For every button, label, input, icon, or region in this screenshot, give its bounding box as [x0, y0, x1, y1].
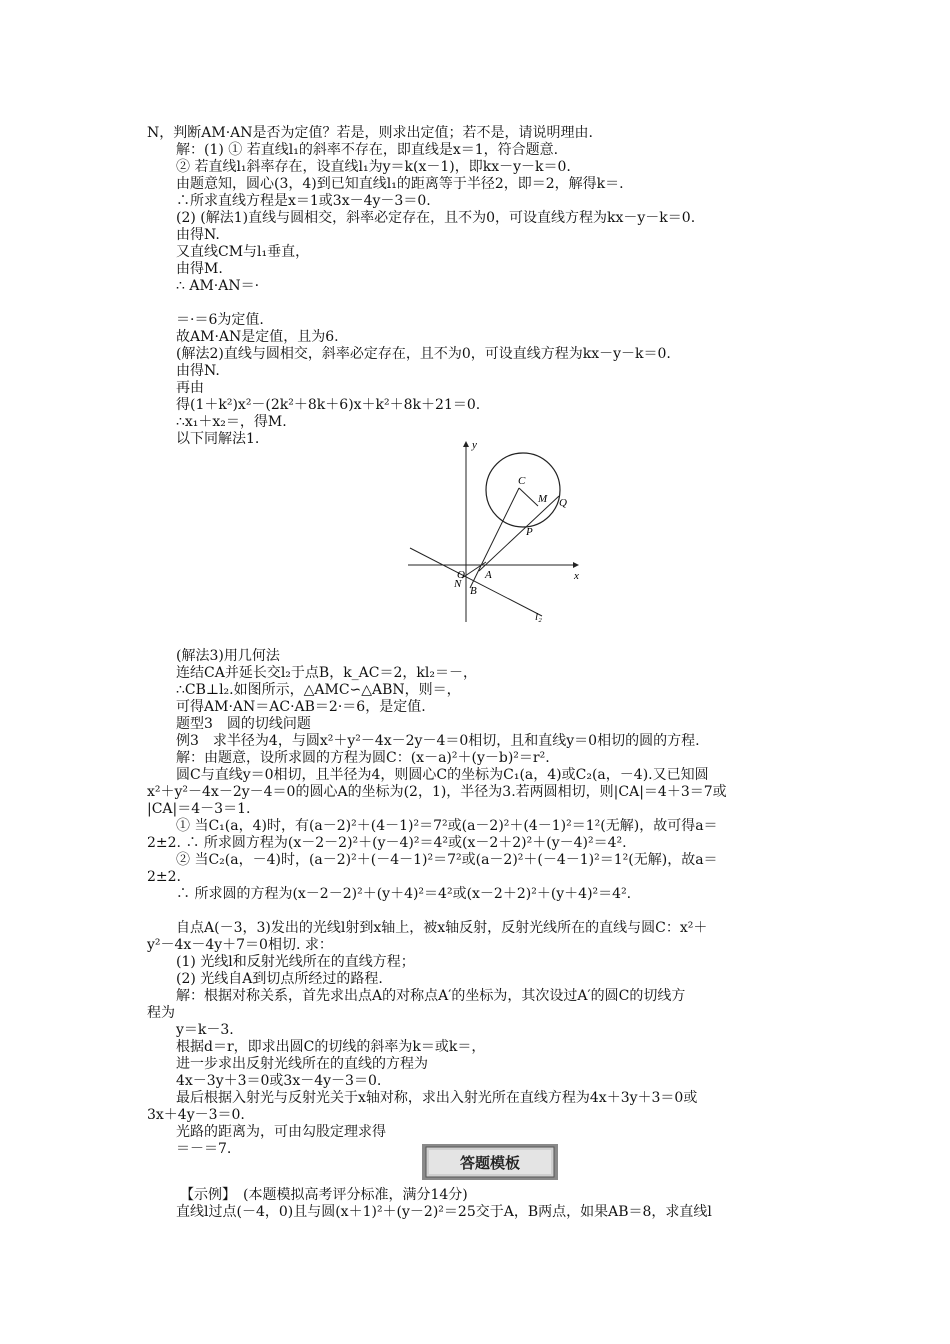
banner-title: 答题模板 [459, 1154, 521, 1172]
text-line: y＝k－3. [176, 1022, 234, 1038]
figure-label-o: O [457, 569, 465, 581]
text-line: 程为 [147, 1005, 175, 1021]
text-line: 故AM·AN是定值，且为6. [176, 329, 339, 345]
text-line: 解：(1) ① 若直线l₁的斜率不存在，即直线是x＝1，符合题意. [176, 142, 559, 158]
text-line: ∴所求直线方程是x＝1或3x－4y－3＝0. [176, 193, 431, 209]
text-line: 解：由题意，设所求圆的方程为圆C：(x－a)²＋(y－b)²＝r². [176, 750, 550, 766]
text-line: ① 当C₁(a，4)时，有(a－2)²＋(4－1)²＝7²或(a－2)²＋(4－1)²＝1²(无解)，故可得a＝ [176, 818, 718, 834]
figure-label-c: C [518, 475, 526, 487]
text-line: 又直线CM与l₁垂直， [176, 244, 310, 260]
text-line: 根据d＝r，即求出圆C的切线的斜率为k＝或k＝， [176, 1039, 486, 1055]
text-line: x²＋y²－4x－2y－4＝0的圆心A的坐标为(2，1)，半径为3.若两圆相切，则|CA|＝4＋3＝7或 [147, 784, 727, 800]
text-line: 光路的距离为，可由勾股定理求得 [176, 1124, 386, 1140]
text-line: ∴ AM·AN＝· [176, 278, 260, 294]
text-line: (1) 光线l和反射光线所在的直线方程； [176, 954, 415, 970]
text-line: 2±2. ∴ 所求圆方程为(x－2－2)²＋(y－4)²＝4²或(x－2＋2)²＋(y－4)²＝4². [147, 835, 627, 851]
text-line: ＝·＝6为定值. [176, 312, 264, 328]
text-line: (2) (解法1)直线与圆相交，斜率必定存在，且不为0，可设直线方程为kx－y－k＝0. [176, 210, 696, 226]
text-line: ∴x₁＋x₂＝，得M. [176, 414, 287, 430]
text-line: 2±2. [147, 869, 181, 885]
line-cm [519, 488, 538, 506]
figure-label-p: P [526, 526, 533, 538]
text-line: 以下同解法1. [176, 431, 260, 447]
text-line: 由得M. [176, 261, 223, 277]
line-cb [470, 488, 519, 588]
text-line: 解：根据对称关系，首先求出点A的对称点A′的坐标为，其次设过A′的圆C的切线方 [176, 988, 686, 1004]
text-line: 由题意知，圆心(3，4)到已知直线l₁的距离等于半径2，即＝2，解得k＝. [176, 176, 624, 192]
example-title: 例3 求半径为4，与圆x²＋y²－4x－2y－4＝0相切，且和直线y＝0相切的圆的方程. [176, 733, 700, 749]
figure-label-n: N [454, 578, 462, 590]
text-line: ∴CB⊥l₂.如图所示，△AMC∽△ABN，则＝， [176, 682, 461, 698]
text-line: ② 当C₂(a，－4)时，(a－2)²＋(－4－1)²＝7²或(a－2)²＋(－4－1)²＝1²(无解)，故a＝ [176, 852, 718, 868]
text-line: y²－4x－4y＋7＝0相切. 求： [147, 937, 333, 953]
figure-label-m: M [538, 493, 548, 505]
circle-c [486, 453, 560, 527]
figure-label-l2: l₂ [535, 611, 542, 623]
answer-template-banner [420, 1142, 560, 1182]
text-line: 进一步求出反射光线所在的直线的方程为 [176, 1056, 428, 1072]
text-line: 圆C与直线y＝0相切，且半径为4，则圆心C的坐标为C₁(a，4)或C₂(a，－4).又已知圆 [176, 767, 709, 783]
text-line: 由得N. [176, 227, 220, 243]
geometry-figure [402, 436, 592, 626]
line-aq [479, 496, 559, 571]
text-line: ＝－＝7. [176, 1141, 232, 1157]
figure-label-b: B [470, 585, 477, 597]
text-line: 得(1＋k²)x²－(2k²＋8k＋6)x＋k²＋8k＋21＝0. [176, 397, 481, 413]
text-line: 由得N. [176, 363, 220, 379]
section-heading: 题型3 圆的切线问题 [176, 716, 311, 732]
text-line: N，判断AM·AN是否为定值？若是，则求出定值；若不是，请说明理由. [147, 125, 593, 141]
text-line: 直线l过点(－4，0)且与圆(x＋1)²＋(y－2)²＝25交于A，B两点，如果AB＝8，求直线l [176, 1204, 712, 1220]
example-label: 【示例】 (本题模拟高考评分标准，满分14分) [180, 1187, 468, 1203]
figure-label-y: y [472, 439, 477, 451]
figure-label-x: x [574, 570, 579, 582]
text-line: 再由 [176, 380, 204, 396]
text-line: 3x＋4y－3＝0. [147, 1107, 245, 1123]
text-line: 连结CA并延长交l₂于点B，k_AC＝2，kl₂＝－， [176, 665, 477, 681]
text-line: (2) 光线自A到切点所经过的路程. [176, 971, 383, 987]
text-line: ∴ 所求圆的方程为(x－2－2)²＋(y＋4)²＝4²或(x－2＋2)²＋(y＋4)²＝4². [176, 886, 632, 902]
text-line: 自点A(－3，3)发出的光线l射到x轴上，被x轴反射，反射光线所在的直线与圆C：x²＋ [176, 920, 708, 936]
text-line: ② 若直线l₁斜率存在，设直线l₁为y＝k(x－1)，即kx－y－k＝0. [176, 159, 571, 175]
line-l2 [410, 548, 542, 616]
figure-label-q: Q [559, 497, 567, 509]
text-line: (解法2)直线与圆相交，斜率必定存在，且不为0，可设直线方程为kx－y－k＝0. [176, 346, 671, 362]
figure-label-a: A [485, 569, 492, 581]
text-line: (解法3)用几何法 [176, 648, 280, 664]
text-line: 可得AM·AN＝AC·AB＝2·＝6，是定值. [176, 699, 426, 715]
text-line: 4x－3y＋3＝0或3x－4y－3＝0. [176, 1073, 382, 1089]
text-line: 最后根据入射光与反射光关于x轴对称，求出入射光所在直线方程为4x＋3y＋3＝0或 [176, 1090, 698, 1106]
text-line: |CA|＝4－3＝1. [147, 801, 251, 817]
